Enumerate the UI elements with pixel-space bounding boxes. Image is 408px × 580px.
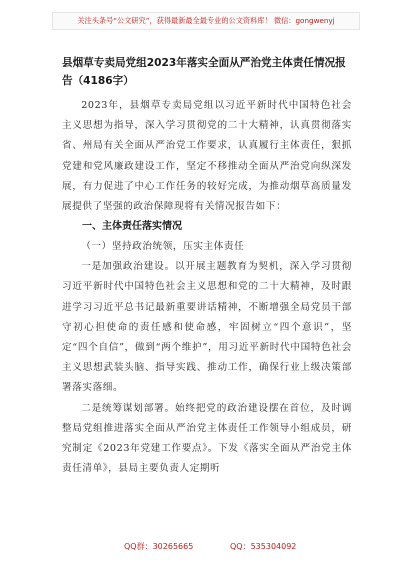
qq-contact-number: QQ：535304092 (230, 542, 297, 551)
body-paragraph: 一是加强政治建设。以开展主题教育为契机，深入学习贯彻习近平新时代中国特色社会主义思想和党的二十大精神，及时跟进学习习近平总书记最新重要讲话精神，不断增强全局党员干部守初心担使命的责任感和使命感，牢固树立“四个意识”，坚定“四个自信”，做到“两个维护”，用习近平新时代中国特色社会主义思想武装头脑、指导实践、推动工作，确保行业上级决策部署落实落细。 (62, 261, 352, 394)
footer-contact (0, 541, 408, 555)
intro-paragraph: 2023年，县烟草专卖局党组以习近平新时代中国特色社会主义思想为指导，深入学习贯彻党的二十大精神，认真贯彻落实省、州局有关全面从严治党工作要求，认真履行主体责任，狠抓党建和党风廉政建设工作，坚定不移推动全面从严治党向纵深发展，有力促进了中心工作任务的较好完成，为推动烟草高质量发展提供了坚强的政治保障现将有关情况报告如下： (62, 100, 352, 213)
section-heading: 一、主体责任落实情况 (82, 221, 182, 233)
header-promo-banner: 关注头条号“公文研究”，获得最新最全最专业的公文资料库！ 微信：gongwenyj (52, 12, 360, 30)
qq-group-number: QQ群：30265665 (124, 542, 194, 551)
body-paragraph: 二是统筹谋划部署。始终把党的政治建设摆在首位，及时调整局党组推进落实全面从严治党主体责任工作领导小组成员，研究制定《2023年党建工作要点》。下发《落实全面从严治党主体责任清单》，县局主要负责人定期听 (62, 402, 352, 475)
document-title: 县烟草专卖局党组2023年落实全面从严治党主体责任情况报告（4186字） (62, 57, 346, 87)
document-body (62, 54, 352, 479)
subsection-heading: （一）坚持政治统领，压实主体责任 (81, 241, 245, 253)
